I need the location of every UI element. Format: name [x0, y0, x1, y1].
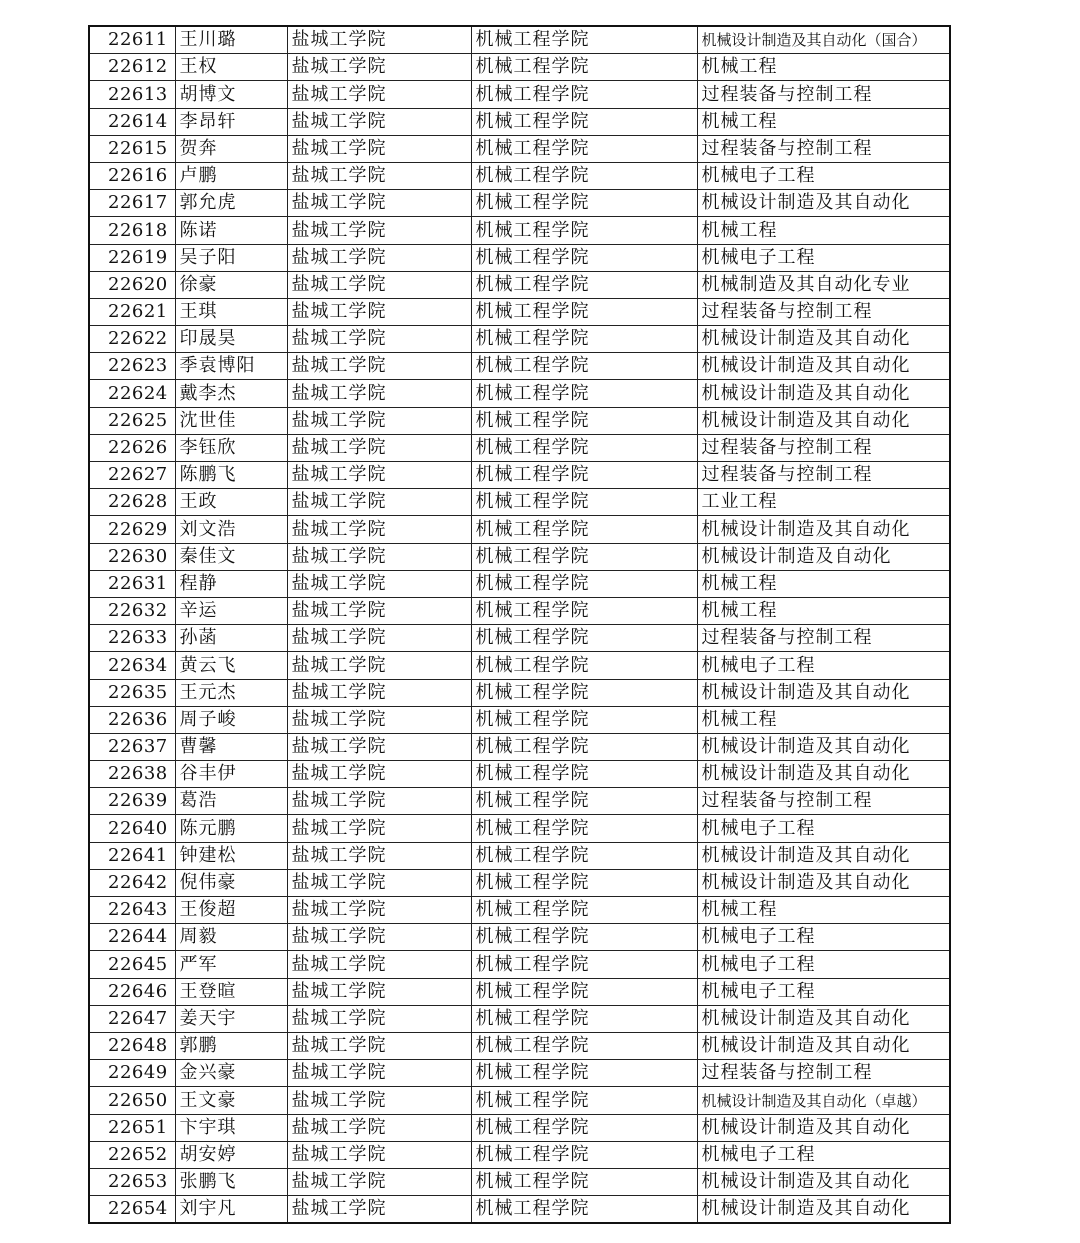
cell-college: 机械工程学院 — [471, 570, 697, 597]
cell-id: 22645 — [89, 951, 175, 978]
cell-school: 盐城工学院 — [287, 1114, 471, 1141]
table-row — [89, 570, 950, 597]
table-row — [89, 26, 950, 54]
cell-school: 盐城工学院 — [287, 217, 471, 244]
cell-college: 机械工程学院 — [471, 1196, 697, 1224]
cell-major: 机械电子工程 — [697, 244, 950, 271]
cell-school: 盐城工学院 — [287, 516, 471, 543]
cell-college: 机械工程学院 — [471, 489, 697, 516]
cell-school: 盐城工学院 — [287, 788, 471, 815]
table-row — [89, 733, 950, 760]
cell-college: 机械工程学院 — [471, 815, 697, 842]
cell-school: 盐城工学院 — [287, 81, 471, 108]
table-row — [89, 924, 950, 951]
cell-name: 黄云飞 — [175, 652, 287, 679]
cell-college: 机械工程学院 — [471, 244, 697, 271]
cell-id: 22620 — [89, 271, 175, 298]
cell-major: 机械工程 — [697, 706, 950, 733]
table-row — [89, 1196, 950, 1224]
cell-school: 盐城工学院 — [287, 815, 471, 842]
table-row — [89, 407, 950, 434]
table-row — [89, 1168, 950, 1195]
cell-college: 机械工程学院 — [471, 842, 697, 869]
cell-name: 王文豪 — [175, 1087, 287, 1114]
cell-name: 秦佳文 — [175, 543, 287, 570]
cell-major: 过程装备与控制工程 — [697, 625, 950, 652]
cell-school: 盐城工学院 — [287, 978, 471, 1005]
cell-name: 王琪 — [175, 298, 287, 325]
cell-major: 机械工程 — [697, 217, 950, 244]
cell-major: 过程装备与控制工程 — [697, 135, 950, 162]
table-row — [89, 1005, 950, 1032]
cell-major: 机械设计制造及其自动化 — [697, 1196, 950, 1224]
table-row — [89, 815, 950, 842]
cell-school: 盐城工学院 — [287, 162, 471, 189]
cell-name: 吴子阳 — [175, 244, 287, 271]
cell-name: 李昂轩 — [175, 108, 287, 135]
cell-id: 22627 — [89, 462, 175, 489]
cell-major: 过程装备与控制工程 — [697, 788, 950, 815]
cell-name: 孙菡 — [175, 625, 287, 652]
cell-name: 严军 — [175, 951, 287, 978]
cell-name: 李钰欣 — [175, 434, 287, 461]
cell-id: 22619 — [89, 244, 175, 271]
cell-name: 陈元鹏 — [175, 815, 287, 842]
cell-id: 22613 — [89, 81, 175, 108]
cell-id: 22643 — [89, 897, 175, 924]
table-row — [89, 353, 950, 380]
table-row — [89, 434, 950, 461]
cell-name: 胡安婷 — [175, 1141, 287, 1168]
table-row — [89, 1060, 950, 1087]
cell-college: 机械工程学院 — [471, 625, 697, 652]
cell-name: 周子峻 — [175, 706, 287, 733]
cell-name: 陈鹏飞 — [175, 462, 287, 489]
cell-school: 盐城工学院 — [287, 679, 471, 706]
cell-school: 盐城工学院 — [287, 326, 471, 353]
table-row — [89, 679, 950, 706]
cell-school: 盐城工学院 — [287, 897, 471, 924]
cell-major: 机械设计制造及其自动化 — [697, 679, 950, 706]
cell-id: 22634 — [89, 652, 175, 679]
cell-college: 机械工程学院 — [471, 108, 697, 135]
cell-college: 机械工程学院 — [471, 761, 697, 788]
cell-major: 机械工程 — [697, 54, 950, 81]
cell-college: 机械工程学院 — [471, 679, 697, 706]
cell-name: 王政 — [175, 489, 287, 516]
cell-school: 盐城工学院 — [287, 733, 471, 760]
cell-name: 辛运 — [175, 597, 287, 624]
cell-school: 盐城工学院 — [287, 543, 471, 570]
table-row — [89, 244, 950, 271]
cell-school: 盐城工学院 — [287, 924, 471, 951]
cell-id: 22640 — [89, 815, 175, 842]
table-row — [89, 326, 950, 353]
cell-school: 盐城工学院 — [287, 26, 471, 54]
table-row — [89, 81, 950, 108]
table-row — [89, 516, 950, 543]
cell-major: 机械设计制造及其自动化 — [697, 326, 950, 353]
cell-id: 22653 — [89, 1168, 175, 1195]
cell-major: 机械设计制造及其自动化 — [697, 407, 950, 434]
cell-major: 机械工程 — [697, 897, 950, 924]
roster-table — [88, 25, 951, 1224]
cell-college: 机械工程学院 — [471, 81, 697, 108]
cell-college: 机械工程学院 — [471, 1168, 697, 1195]
cell-school: 盐城工学院 — [287, 1060, 471, 1087]
cell-college: 机械工程学院 — [471, 54, 697, 81]
cell-college: 机械工程学院 — [471, 298, 697, 325]
cell-name: 周毅 — [175, 924, 287, 951]
cell-school: 盐城工学院 — [287, 353, 471, 380]
cell-college: 机械工程学院 — [471, 190, 697, 217]
cell-college: 机械工程学院 — [471, 597, 697, 624]
table-row — [89, 978, 950, 1005]
cell-major: 过程装备与控制工程 — [697, 462, 950, 489]
cell-major: 机械设计制造及其自动化 — [697, 516, 950, 543]
table-row — [89, 380, 950, 407]
cell-college: 机械工程学院 — [471, 1060, 697, 1087]
table-row — [89, 1032, 950, 1059]
cell-major: 机械电子工程 — [697, 1141, 950, 1168]
cell-college: 机械工程学院 — [471, 1141, 697, 1168]
cell-id: 22652 — [89, 1141, 175, 1168]
cell-college: 机械工程学院 — [471, 516, 697, 543]
cell-college: 机械工程学院 — [471, 543, 697, 570]
cell-school: 盐城工学院 — [287, 1141, 471, 1168]
cell-id: 22644 — [89, 924, 175, 951]
cell-name: 倪伟豪 — [175, 869, 287, 896]
cell-major: 机械设计制造及其自动化 — [697, 1168, 950, 1195]
cell-college: 机械工程学院 — [471, 217, 697, 244]
cell-school: 盐城工学院 — [287, 761, 471, 788]
table-row — [89, 842, 950, 869]
cell-id: 22646 — [89, 978, 175, 1005]
cell-name: 刘宇凡 — [175, 1196, 287, 1224]
cell-major: 机械设计制造及其自动化 — [697, 842, 950, 869]
table-row — [89, 788, 950, 815]
table-row — [89, 108, 950, 135]
cell-id: 22630 — [89, 543, 175, 570]
cell-school: 盐城工学院 — [287, 190, 471, 217]
cell-college: 机械工程学院 — [471, 788, 697, 815]
cell-major: 机械电子工程 — [697, 978, 950, 1005]
cell-school: 盐城工学院 — [287, 1196, 471, 1224]
cell-major: 机械设计制造及其自动化（国合） — [697, 26, 950, 54]
cell-id: 22617 — [89, 190, 175, 217]
table-row — [89, 462, 950, 489]
cell-name: 葛浩 — [175, 788, 287, 815]
table-row — [89, 652, 950, 679]
cell-major: 机械电子工程 — [697, 924, 950, 951]
cell-name: 金兴豪 — [175, 1060, 287, 1087]
cell-id: 22612 — [89, 54, 175, 81]
cell-name: 郭允虎 — [175, 190, 287, 217]
cell-name: 刘文浩 — [175, 516, 287, 543]
table-row — [89, 543, 950, 570]
cell-college: 机械工程学院 — [471, 162, 697, 189]
cell-school: 盐城工学院 — [287, 380, 471, 407]
cell-major: 机械制造及其自动化专业 — [697, 271, 950, 298]
cell-name: 戴李杰 — [175, 380, 287, 407]
cell-major: 机械工程 — [697, 570, 950, 597]
cell-name: 卞宇琪 — [175, 1114, 287, 1141]
cell-school: 盐城工学院 — [287, 434, 471, 461]
cell-school: 盐城工学院 — [287, 625, 471, 652]
cell-school: 盐城工学院 — [287, 1087, 471, 1114]
cell-name: 王登暄 — [175, 978, 287, 1005]
cell-id: 22633 — [89, 625, 175, 652]
cell-school: 盐城工学院 — [287, 652, 471, 679]
cell-id: 22623 — [89, 353, 175, 380]
cell-id: 22641 — [89, 842, 175, 869]
cell-id: 22624 — [89, 380, 175, 407]
cell-college: 机械工程学院 — [471, 924, 697, 951]
cell-id: 22621 — [89, 298, 175, 325]
cell-school: 盐城工学院 — [287, 1032, 471, 1059]
table-row — [89, 54, 950, 81]
cell-major: 机械设计制造及其自动化 — [697, 733, 950, 760]
cell-id: 22647 — [89, 1005, 175, 1032]
cell-major: 机械工程 — [697, 108, 950, 135]
cell-id: 22648 — [89, 1032, 175, 1059]
cell-id: 22622 — [89, 326, 175, 353]
table-row — [89, 162, 950, 189]
cell-school: 盐城工学院 — [287, 135, 471, 162]
cell-name: 曹馨 — [175, 733, 287, 760]
table-row — [89, 489, 950, 516]
cell-major: 机械设计制造及其自动化 — [697, 380, 950, 407]
cell-name: 王川璐 — [175, 26, 287, 54]
cell-id: 22616 — [89, 162, 175, 189]
cell-college: 机械工程学院 — [471, 652, 697, 679]
cell-name: 徐豪 — [175, 271, 287, 298]
cell-id: 22632 — [89, 597, 175, 624]
cell-school: 盐城工学院 — [287, 1005, 471, 1032]
table-row — [89, 190, 950, 217]
cell-major: 机械设计制造及其自动化 — [697, 1032, 950, 1059]
cell-college: 机械工程学院 — [471, 706, 697, 733]
cell-id: 22628 — [89, 489, 175, 516]
cell-name: 钟建松 — [175, 842, 287, 869]
cell-school: 盐城工学院 — [287, 869, 471, 896]
cell-college: 机械工程学院 — [471, 434, 697, 461]
cell-college: 机械工程学院 — [471, 407, 697, 434]
cell-major: 过程装备与控制工程 — [697, 81, 950, 108]
cell-major: 机械工程 — [697, 597, 950, 624]
cell-college: 机械工程学院 — [471, 1087, 697, 1114]
cell-major: 过程装备与控制工程 — [697, 1060, 950, 1087]
table-row — [89, 1141, 950, 1168]
cell-college: 机械工程学院 — [471, 951, 697, 978]
table-row — [89, 271, 950, 298]
table-row — [89, 298, 950, 325]
cell-major: 机械设计制造及自动化 — [697, 543, 950, 570]
cell-id: 22631 — [89, 570, 175, 597]
cell-major: 过程装备与控制工程 — [697, 434, 950, 461]
cell-school: 盐城工学院 — [287, 108, 471, 135]
table-row — [89, 135, 950, 162]
cell-school: 盐城工学院 — [287, 597, 471, 624]
cell-major: 机械设计制造及其自动化 — [697, 869, 950, 896]
table-row — [89, 625, 950, 652]
cell-id: 22615 — [89, 135, 175, 162]
cell-school: 盐城工学院 — [287, 706, 471, 733]
cell-school: 盐城工学院 — [287, 842, 471, 869]
cell-school: 盐城工学院 — [287, 407, 471, 434]
cell-school: 盐城工学院 — [287, 54, 471, 81]
cell-name: 印晟昊 — [175, 326, 287, 353]
cell-id: 22635 — [89, 679, 175, 706]
table-row — [89, 1087, 950, 1114]
cell-college: 机械工程学院 — [471, 353, 697, 380]
cell-school: 盐城工学院 — [287, 462, 471, 489]
cell-id: 22629 — [89, 516, 175, 543]
cell-college: 机械工程学院 — [471, 326, 697, 353]
table-row — [89, 761, 950, 788]
cell-id: 22639 — [89, 788, 175, 815]
roster-body — [89, 26, 950, 1223]
cell-major: 过程装备与控制工程 — [697, 298, 950, 325]
cell-id: 22611 — [89, 26, 175, 54]
cell-id: 22651 — [89, 1114, 175, 1141]
cell-name: 姜天宇 — [175, 1005, 287, 1032]
cell-major: 机械电子工程 — [697, 162, 950, 189]
cell-school: 盐城工学院 — [287, 298, 471, 325]
cell-college: 机械工程学院 — [471, 380, 697, 407]
cell-major: 机械设计制造及其自动化（卓越） — [697, 1087, 950, 1114]
cell-id: 22642 — [89, 869, 175, 896]
cell-college: 机械工程学院 — [471, 462, 697, 489]
cell-major: 机械电子工程 — [697, 815, 950, 842]
cell-name: 程静 — [175, 570, 287, 597]
cell-school: 盐城工学院 — [287, 570, 471, 597]
cell-major: 工业工程 — [697, 489, 950, 516]
cell-college: 机械工程学院 — [471, 897, 697, 924]
cell-major: 机械电子工程 — [697, 652, 950, 679]
cell-name: 贺奔 — [175, 135, 287, 162]
cell-id: 22654 — [89, 1196, 175, 1224]
cell-name: 王元杰 — [175, 679, 287, 706]
cell-id: 22650 — [89, 1087, 175, 1114]
table-row — [89, 217, 950, 244]
cell-name: 张鹏飞 — [175, 1168, 287, 1195]
cell-school: 盐城工学院 — [287, 951, 471, 978]
cell-name: 王俊超 — [175, 897, 287, 924]
cell-id: 22614 — [89, 108, 175, 135]
table-row — [89, 706, 950, 733]
cell-school: 盐城工学院 — [287, 271, 471, 298]
cell-name: 卢鹏 — [175, 162, 287, 189]
cell-major: 机械设计制造及其自动化 — [697, 1114, 950, 1141]
cell-id: 22638 — [89, 761, 175, 788]
cell-college: 机械工程学院 — [471, 978, 697, 1005]
cell-college: 机械工程学院 — [471, 271, 697, 298]
cell-college: 机械工程学院 — [471, 26, 697, 54]
cell-id: 22636 — [89, 706, 175, 733]
cell-name: 王权 — [175, 54, 287, 81]
cell-id: 22618 — [89, 217, 175, 244]
cell-school: 盐城工学院 — [287, 1168, 471, 1195]
cell-college: 机械工程学院 — [471, 1005, 697, 1032]
cell-major: 机械设计制造及其自动化 — [697, 353, 950, 380]
table-row — [89, 897, 950, 924]
table-row — [89, 951, 950, 978]
cell-major: 机械电子工程 — [697, 951, 950, 978]
cell-id: 22625 — [89, 407, 175, 434]
cell-school: 盐城工学院 — [287, 489, 471, 516]
cell-college: 机械工程学院 — [471, 869, 697, 896]
cell-major: 机械设计制造及其自动化 — [697, 190, 950, 217]
cell-college: 机械工程学院 — [471, 135, 697, 162]
cell-name: 沈世佳 — [175, 407, 287, 434]
cell-name: 胡博文 — [175, 81, 287, 108]
cell-id: 22637 — [89, 733, 175, 760]
cell-name: 陈诺 — [175, 217, 287, 244]
cell-school: 盐城工学院 — [287, 244, 471, 271]
cell-name: 郭鹏 — [175, 1032, 287, 1059]
cell-college: 机械工程学院 — [471, 733, 697, 760]
cell-name: 季袁博阳 — [175, 353, 287, 380]
cell-name: 谷丰伊 — [175, 761, 287, 788]
table-row — [89, 1114, 950, 1141]
table-row — [89, 597, 950, 624]
cell-id: 22626 — [89, 434, 175, 461]
cell-college: 机械工程学院 — [471, 1114, 697, 1141]
cell-major: 机械设计制造及其自动化 — [697, 761, 950, 788]
cell-id: 22649 — [89, 1060, 175, 1087]
cell-major: 机械设计制造及其自动化 — [697, 1005, 950, 1032]
cell-college: 机械工程学院 — [471, 1032, 697, 1059]
table-row — [89, 869, 950, 896]
